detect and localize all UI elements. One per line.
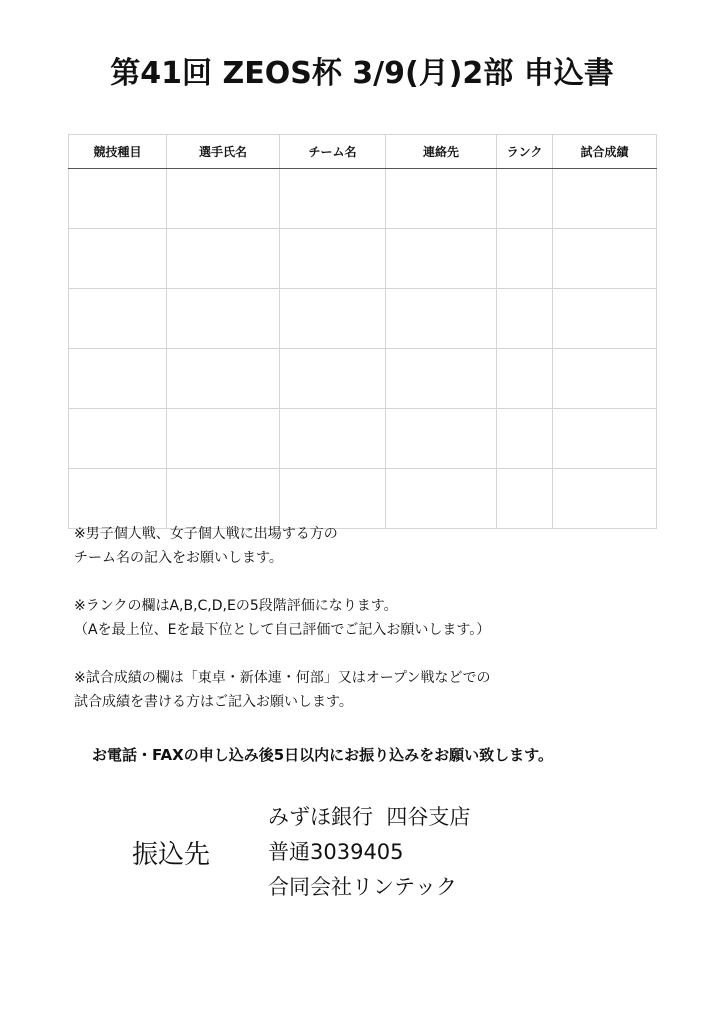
cell-rank[interactable]	[497, 469, 553, 529]
cell-team-name[interactable]	[280, 169, 386, 229]
team-note-line1: ※男子個人戦、女子個人戦に出場する方の	[74, 526, 338, 542]
cell-player-name[interactable]	[167, 409, 280, 469]
cell-event[interactable]	[69, 469, 167, 529]
page-title: 第41回 ZEOS杯 3/9(月)2部 申込書	[110, 56, 614, 91]
cell-team-name[interactable]	[280, 349, 386, 409]
header-rank: ランク	[497, 135, 553, 169]
table-row	[69, 409, 657, 469]
cell-team-name[interactable]	[280, 409, 386, 469]
account-holder: 合同会社リンテック	[268, 875, 457, 899]
cell-team-name[interactable]	[280, 469, 386, 529]
header-event: 競技種目	[69, 135, 167, 169]
cell-match-record[interactable]	[553, 409, 657, 469]
cell-event[interactable]	[69, 229, 167, 289]
cell-event[interactable]	[69, 409, 167, 469]
cell-event[interactable]	[69, 169, 167, 229]
notes-section	[74, 522, 694, 714]
cell-contact[interactable]	[386, 289, 497, 349]
cell-match-record[interactable]	[553, 349, 657, 409]
payment-deadline-note: お電話・FAXの申し込み後5日以内にお振り込みをお願い致します。	[92, 746, 553, 764]
cell-rank[interactable]	[497, 289, 553, 349]
cell-contact[interactable]	[386, 349, 497, 409]
rank-note-line1: ※ランクの欄はA,B,C,D,Eの5段階評価になります。	[74, 598, 398, 614]
cell-rank[interactable]	[497, 229, 553, 289]
rank-note-line2: （Aを最上位、Eを最下位として自己評価でご記入お願いします。）	[74, 622, 491, 638]
record-note-line1: ※試合成績の欄は「東卓・新体連・何部」又はオープン戦などでの	[74, 670, 491, 686]
entry-table	[68, 134, 657, 529]
cell-match-record[interactable]	[553, 289, 657, 349]
notes-spacer	[74, 642, 694, 666]
team-note-line2: チーム名の記入をお願いします。	[74, 550, 283, 566]
cell-rank[interactable]	[497, 349, 553, 409]
bank-branch: みずほ銀行 四谷支店	[268, 805, 471, 829]
table-row	[69, 349, 657, 409]
table-row	[69, 169, 657, 229]
table-header-row	[69, 135, 657, 169]
account-number: 普通3039405	[268, 840, 404, 864]
cell-contact[interactable]	[386, 169, 497, 229]
table-row	[69, 229, 657, 289]
cell-event[interactable]	[69, 289, 167, 349]
cell-player-name[interactable]	[167, 349, 280, 409]
cell-player-name[interactable]	[167, 169, 280, 229]
bank-details	[268, 800, 470, 905]
cell-player-name[interactable]	[167, 229, 280, 289]
header-contact: 連絡先	[386, 135, 497, 169]
cell-event[interactable]	[69, 349, 167, 409]
table-row	[69, 289, 657, 349]
cell-match-record[interactable]	[553, 229, 657, 289]
transfer-destination-label: 振込先	[132, 840, 211, 870]
cell-rank[interactable]	[497, 169, 553, 229]
table-row	[69, 469, 657, 529]
cell-match-record[interactable]	[553, 169, 657, 229]
cell-match-record[interactable]	[553, 469, 657, 529]
header-team-name: チーム名	[280, 135, 386, 169]
cell-team-name[interactable]	[280, 289, 386, 349]
cell-player-name[interactable]	[167, 289, 280, 349]
cell-contact[interactable]	[386, 229, 497, 289]
cell-contact[interactable]	[386, 469, 497, 529]
cell-player-name[interactable]	[167, 469, 280, 529]
cell-rank[interactable]	[497, 409, 553, 469]
record-note-line2: 試合成績を書ける方はご記入お願いします。	[74, 694, 353, 710]
cell-team-name[interactable]	[280, 229, 386, 289]
header-player-name: 選手氏名	[167, 135, 280, 169]
header-match-record: 試合成績	[553, 135, 657, 169]
notes-spacer	[74, 570, 694, 594]
cell-contact[interactable]	[386, 409, 497, 469]
